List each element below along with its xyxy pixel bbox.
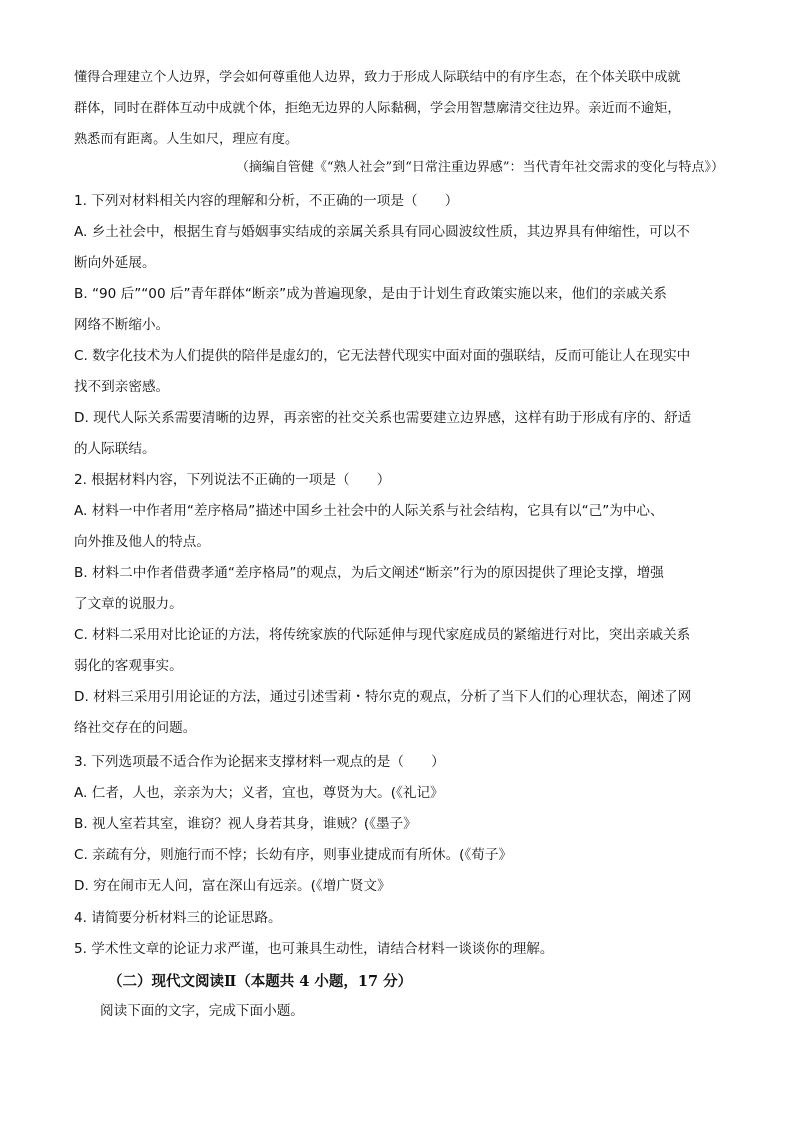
option-a: A. 材料一中作者用“差序格局”描述中国乡土社会中的人际关系与社会结构，它具有以“己”为中心、	[74, 503, 664, 519]
option-b: B. 视人室若其室，谁窃？视人身若其身，谁贼？(《墨子》	[74, 816, 417, 832]
option-a-cont: 向外推及他人的特点。	[74, 534, 210, 550]
intro-line: 熟悉而有距离。人生如尺，理应有度。	[74, 132, 299, 147]
option-c-cont: 弱化的客观事实。	[74, 658, 183, 674]
option-d: D. 材料三采用引用论证的方法，通过引述雪莉・特尔克的观点，分析了当下人们的心理状态，阐述了网	[74, 689, 692, 705]
option-b-cont: 网络不断缩小。	[74, 317, 170, 333]
question-stem: 2. 根据材料内容，下列说法不正确的一项是（ ）	[74, 472, 391, 488]
question-2	[74, 465, 724, 744]
option-b: B. 材料二中作者借费孝通“差序格局”的观点，为后文阐述“断亲”行为的原因提供了理论支撑，增强	[74, 565, 664, 581]
question-5	[74, 934, 724, 965]
section-title: （二）现代文阅读Ⅱ（本题共 4 小题，17 分）	[108, 973, 413, 990]
intro-paragraph	[74, 62, 724, 155]
intro-line: 懂得合理建立个人边界，学会如何尊重他人边界，致力于形成人际联结中的有序生态，在个体关联中成就	[74, 70, 681, 85]
section-instruction: 阅读下面的文字，完成下面小题。	[100, 1003, 304, 1019]
option-a-cont: 断向外延展。	[74, 255, 156, 271]
question-3	[74, 747, 724, 902]
option-b-cont: 了文章的说服力。	[74, 596, 183, 612]
intro-line: 群体，同时在群体互动中成就个体，拒绝无边界的人际黏稠，学会用智慧廓清交往边界。亲近而不逾矩，	[74, 101, 681, 116]
source-citation: （摘编自管健《“熟人社会”到“日常注重边界感”：当代青年社交需求的变化与特点》）	[235, 160, 724, 175]
option-c: C. 亲疏有分，则施行而不悖；长幼有序，则事业捷成而有所休。(《荀子》	[74, 847, 513, 863]
question-4	[74, 903, 724, 934]
question-stem: 3. 下列选项最不适合作为论据来支撑材料一观点的是（ ）	[74, 754, 445, 770]
option-b: B. “90 后”“00 后”青年群体“断亲”成为普遍现象，是由于计划生育政策实施以来，他们的亲戚关系	[74, 286, 667, 302]
option-d-cont: 的人际联结。	[74, 441, 156, 457]
option-d-cont: 络社交存在的问题。	[74, 720, 197, 736]
option-c-cont: 找不到亲密感。	[74, 379, 170, 395]
option-a: A. 乡土社会中，根据生育与婚姻事实结成的亲属关系具有同心圆波纹性质，其边界具有伸缩性，可以不	[74, 224, 690, 240]
question-stem: 1. 下列对材料相关内容的理解和分析，不正确的一项是（ ）	[74, 193, 459, 209]
option-d: D. 穷在闹市无人问，富在深山有远亲。(《增广贤文》	[74, 878, 391, 894]
question-stem: 4. 请简要分析材料三的论证思路。	[74, 910, 282, 926]
option-a: A. 仁者，人也，亲亲为大；义者，宜也，尊贤为大。(《礼记》	[74, 785, 444, 801]
option-d: D. 现代人际关系需要清晰的边界，再亲密的社交关系也需要建立边界感，这样有助于形成有序的、舒适	[74, 410, 692, 426]
question-1	[74, 186, 724, 465]
question-stem: 5. 学术性文章的论证力求严谨，也可兼具生动性，请结合材料一谈谈你的理解。	[74, 941, 554, 957]
option-c: C. 材料二采用对比论证的方法，将传统家族的代际延伸与现代家庭成员的紧缩进行对比，突出亲戚关系	[74, 627, 691, 643]
option-c: C. 数字化技术为人们提供的陪伴是虚幻的，它无法替代现实中面对面的强联结，反而可能让人在现实中	[74, 348, 691, 364]
